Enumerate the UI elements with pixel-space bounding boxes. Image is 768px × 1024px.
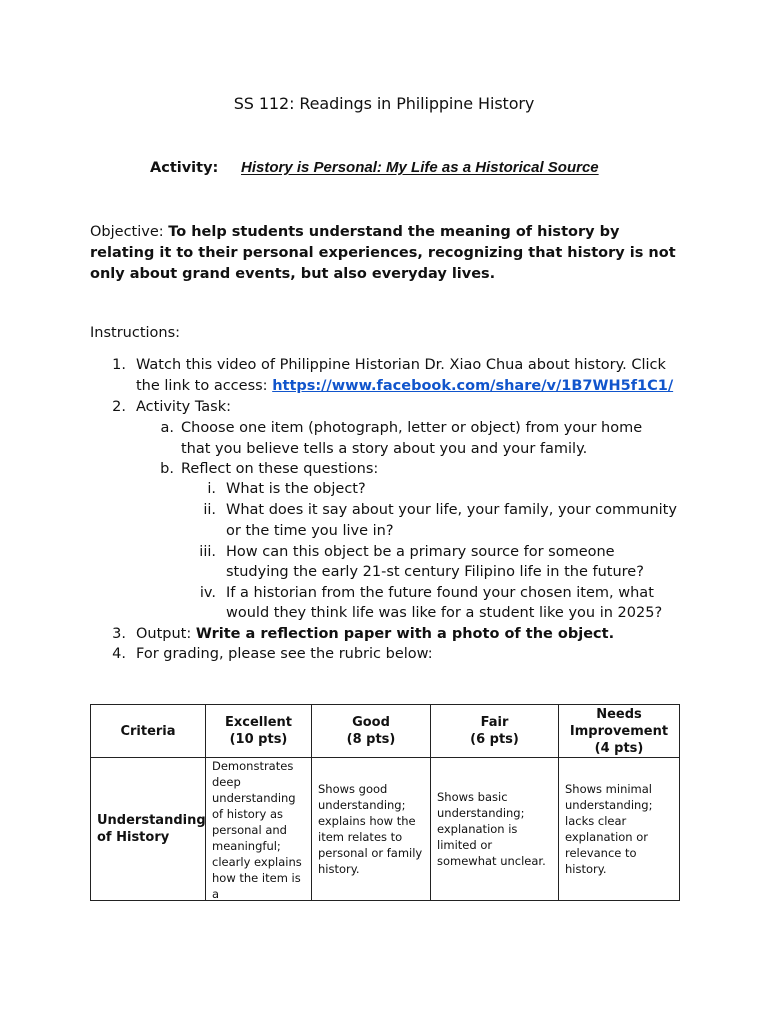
item-number: 4. [112, 646, 126, 662]
item1-line2 [136, 376, 673, 397]
question-iii-line1: How can this object be a primary source for someone [226, 544, 615, 560]
item-number: 2. [112, 399, 126, 415]
objective-paragraph [90, 222, 680, 285]
cell-fair: Shows basic understanding; explanation is limited or somewhat unclear. [431, 758, 559, 901]
cell-excellent [206, 758, 312, 901]
activity-title: History is Personal: My Life as a Historical Source [241, 159, 599, 176]
item1-line1: Watch this video of Philippine Historian Dr. Xiao Chua about history. Click [136, 357, 666, 373]
course-title: SS 112: Readings in Philippine History [233, 94, 535, 113]
instructions-heading: Instructions: [90, 325, 181, 341]
item3-bold: Write a reflection paper with a photo of the object. [195, 626, 615, 642]
header-good: Good (8 pts) [312, 705, 431, 758]
rubric-row [91, 758, 680, 901]
header-fair: Fair (6 pts) [431, 705, 559, 758]
item4-text: For grading, please see the rubric below: [136, 646, 433, 662]
video-link[interactable]: https://www.facebook.com/share/v/1B7WH5f1C1/ [272, 378, 674, 394]
subitem-letter: b. [160, 461, 174, 477]
rubric-header-row [91, 705, 680, 758]
objective-text: To help students understand the meaning of history by relating it to their personal experiences, recognizing that history is not only about grand events, but also everyday lives. [90, 224, 676, 282]
question-numeral: ii. [203, 502, 216, 518]
subitem-b-text: Reflect on these questions: [181, 461, 379, 477]
row-criteria: Understanding of History [91, 758, 206, 901]
question-numeral: i. [207, 481, 216, 497]
question-iv-line1: If a historian from the future found your chosen item, what [226, 585, 654, 601]
subitem-letter: a. [160, 420, 174, 436]
subitem-a-line1: Choose one item (photograph, letter or object) from your home [181, 420, 643, 436]
question-numeral: iv. [199, 585, 216, 601]
cell-good: Shows good understanding; explains how the item relates to personal or family history. [312, 758, 431, 901]
subitem-a-line2: that you believe tells a story about you and your family. [181, 441, 588, 457]
header-needs-improvement: Needs Improvement (4 pts) [559, 705, 680, 758]
item2-text: Activity Task: [136, 399, 232, 415]
cell-needs-improvement: Shows minimal understanding; lacks clear explanation or relevance to history. [559, 758, 680, 901]
cell-excellent-text: Demonstrates deep understanding of history as personal and meaningful; clearly explains how the item is a [212, 759, 302, 900]
header-criteria: Criteria [91, 705, 206, 758]
question-ii-line1: What does it say about your life, your family, your community [226, 502, 677, 518]
question-ii-line2: or the time you live in? [226, 523, 394, 539]
item-number: 3. [112, 626, 126, 642]
question-iii-line2: studying the early 21-st century Filipino life in the future? [226, 564, 644, 580]
activity-label: Activity: [150, 160, 219, 176]
rubric-table [90, 704, 680, 901]
question-i: What is the object? [226, 481, 366, 497]
item-number: 1. [112, 357, 126, 373]
question-iv-line2: would they think life was like for a student like you in 2025? [226, 605, 663, 621]
header-excellent: Excellent (10 pts) [206, 705, 312, 758]
objective-label: Objective: [90, 224, 169, 240]
question-numeral: iii. [199, 544, 216, 560]
item1-link-prefix: the link to access: [136, 378, 273, 394]
item3-prefix: Output: [136, 626, 196, 642]
item3-text [136, 624, 614, 645]
